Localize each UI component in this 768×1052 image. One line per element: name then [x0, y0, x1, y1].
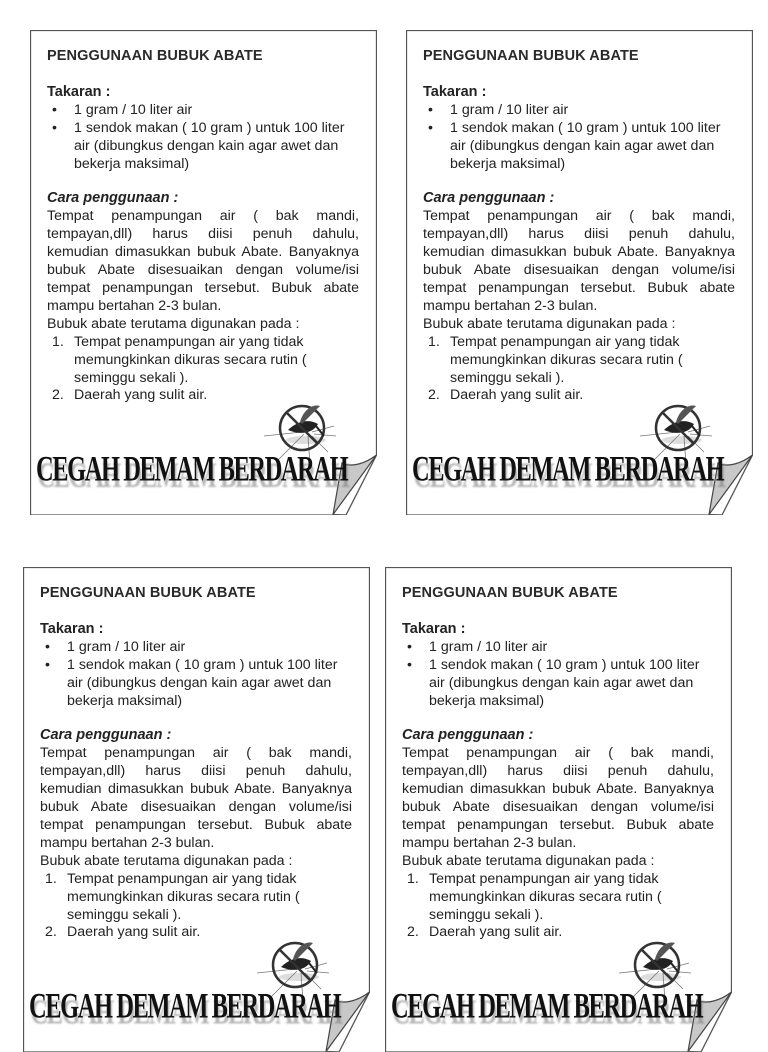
usage-paragraph: Tempat penampungan air ( bak mandi, tempayan,dll) harus diisi penuh dahulu, kemudian dimasukkan bubuk Abate. Banyaknya bubuk Abate disesuaikan dengan volume/isi tempat penampungan tersebut. Bubuk abate mampu bertahan 2-3 bulan.	[40, 745, 352, 851]
dosage-item: • 1 gram / 10 liter air	[423, 102, 735, 120]
uses-item	[402, 871, 669, 925]
dosage-item: • 1 gram / 10 liter air	[47, 102, 359, 120]
uses-item	[423, 334, 690, 388]
uses-item-number: 1.	[45, 870, 57, 887]
flyer-card-bottom-right	[385, 567, 732, 1052]
slogan-banner: CEGAH DEMAM BERDARAH	[412, 450, 724, 489]
card-title: PENGGUNAAN BUBUK ABATE	[40, 585, 256, 601]
uses-item-number: 1.	[52, 333, 64, 350]
card-title: PENGGUNAAN BUBUK ABATE	[47, 48, 263, 64]
dosage-list	[40, 639, 352, 711]
dosage-item: • 1 sendok makan ( 10 gram ) untuk 100 liter air (dibungkus dengan kain agar awet dan bekerja maksimal)	[40, 657, 352, 711]
uses-lead: Bubuk abate terutama digunakan pada :	[40, 852, 293, 869]
usage-heading: Cara penggunaan :	[47, 190, 179, 207]
dosage-list	[402, 639, 714, 711]
dosage-heading: Takaran :	[423, 83, 487, 100]
flyer-card-top-left	[30, 30, 377, 515]
usage-heading: Cara penggunaan :	[40, 727, 172, 744]
uses-item-number: 2.	[428, 387, 440, 404]
uses-item-text: Tempat penampungan air yang tidak memungkinkan dikuras secara rutin ( seminggu sekali ).	[450, 333, 683, 386]
usage-paragraph: Tempat penampungan air ( bak mandi, tempayan,dll) harus diisi penuh dahulu, kemudian dimasukkan bubuk Abate. Banyaknya bubuk Abate disesuaikan dengan volume/isi tempat penampungan tersebut. Bubuk abate mampu bertahan 2-3 bulan.	[423, 208, 735, 314]
usage-paragraph: Tempat penampungan air ( bak mandi, tempayan,dll) harus diisi penuh dahulu, kemudian dimasukkan bubuk Abate. Banyaknya bubuk Abate disesuaikan dengan volume/isi tempat penampungan tersebut. Bubuk abate mampu bertahan 2-3 bulan.	[402, 745, 714, 851]
uses-item-text: Daerah yang sulit air.	[429, 924, 563, 941]
uses-lead: Bubuk abate terutama digunakan pada :	[423, 315, 676, 332]
uses-item-text: Tempat penampungan air yang tidak memungkinkan dikuras secara rutin ( seminggu sekali ).	[429, 870, 662, 923]
dosage-item: • 1 sendok makan ( 10 gram ) untuk 100 liter air (dibungkus dengan kain agar awet dan bekerja maksimal)	[47, 120, 359, 174]
dosage-item: • 1 gram / 10 liter air	[40, 639, 352, 657]
card-title: PENGGUNAAN BUBUK ABATE	[423, 48, 639, 64]
uses-lead: Bubuk abate terutama digunakan pada :	[402, 852, 655, 869]
uses-item-number: 2.	[52, 387, 64, 404]
dosage-heading: Takaran :	[402, 620, 466, 637]
dosage-item: • 1 gram / 10 liter air	[402, 639, 714, 657]
flyer-card-top-right	[406, 30, 753, 515]
usage-heading: Cara penggunaan :	[423, 190, 555, 207]
slogan-banner: CEGAH DEMAM BERDARAH	[391, 987, 703, 1026]
uses-list	[423, 334, 735, 406]
uses-item-number: 2.	[407, 924, 419, 941]
uses-list	[40, 871, 352, 943]
uses-list	[47, 334, 359, 406]
card-title: PENGGUNAAN BUBUK ABATE	[402, 585, 618, 601]
slogan-banner: CEGAH DEMAM BERDARAH	[36, 450, 348, 489]
usage-paragraph: Tempat penampungan air ( bak mandi, tempayan,dll) harus diisi penuh dahulu, kemudian dimasukkan bubuk Abate. Banyaknya bubuk Abate disesuaikan dengan volume/isi tempat penampungan tersebut. Bubuk abate mampu bertahan 2-3 bulan.	[47, 208, 359, 314]
uses-item-text: Tempat penampungan air yang tidak memungkinkan dikuras secara rutin ( seminggu sekali ).	[67, 870, 300, 923]
uses-item-number: 2.	[45, 924, 57, 941]
uses-item-text: Daerah yang sulit air.	[67, 924, 201, 941]
uses-list	[402, 871, 714, 943]
uses-item-text: Tempat penampungan air yang tidak memungkinkan dikuras secara rutin ( seminggu sekali ).	[74, 333, 307, 386]
dosage-item: • 1 sendok makan ( 10 gram ) untuk 100 liter air (dibungkus dengan kain agar awet dan bekerja maksimal)	[423, 120, 735, 174]
uses-item-number: 1.	[407, 870, 419, 887]
slogan-banner: CEGAH DEMAM BERDARAH	[29, 987, 341, 1026]
dosage-heading: Takaran :	[47, 83, 111, 100]
uses-item-text: Daerah yang sulit air.	[450, 387, 584, 404]
uses-item-text: Daerah yang sulit air.	[74, 387, 208, 404]
uses-item	[40, 871, 307, 925]
dosage-list	[47, 102, 359, 174]
flyer-card-bottom-left	[23, 567, 370, 1052]
usage-heading: Cara penggunaan :	[402, 727, 534, 744]
uses-item-number: 1.	[428, 333, 440, 350]
dosage-list	[423, 102, 735, 174]
dosage-heading: Takaran :	[40, 620, 104, 637]
uses-lead: Bubuk abate terutama digunakan pada :	[47, 315, 300, 332]
uses-item	[47, 334, 314, 388]
dosage-item: • 1 sendok makan ( 10 gram ) untuk 100 liter air (dibungkus dengan kain agar awet dan bekerja maksimal)	[402, 657, 714, 711]
